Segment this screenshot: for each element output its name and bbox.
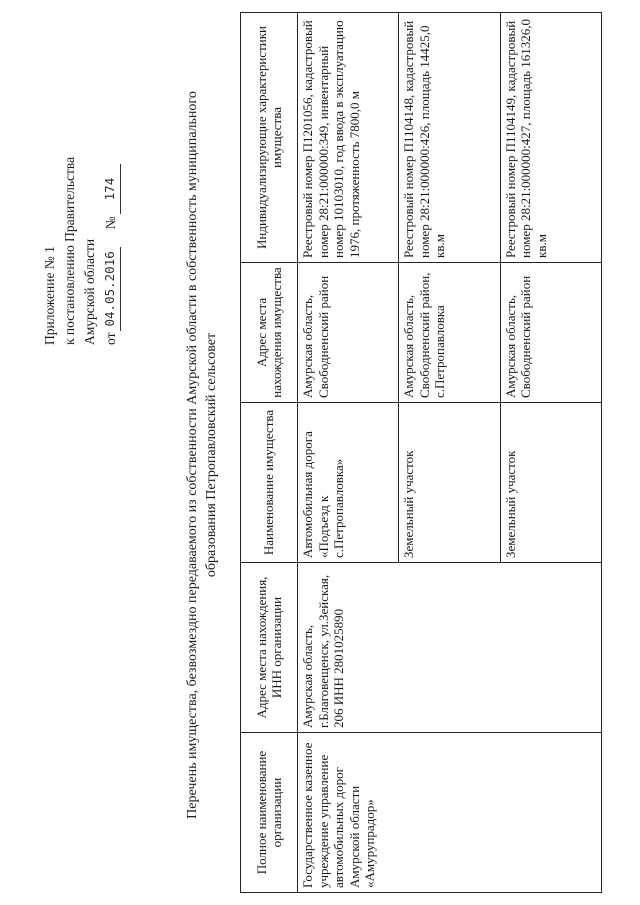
date-value: 04.05.2016	[100, 247, 121, 330]
org-name-cell: Государственное казенное учреждение управление автомобильных дорог Амурской области «Амурупрадор»	[298, 733, 602, 893]
number-prefix: №	[103, 216, 118, 230]
appendix-line-1: Приложение № 1	[42, 246, 57, 345]
title-line-1: Перечень имущества, безвозмездно передаваемого из собственности Амурской области в собственность муниципального	[185, 91, 200, 819]
property-details-cell: Реестровый номер П1104149, кадастровый номер 28:21:000000:427, площадь 161326,0 кв.м	[500, 13, 601, 263]
table-row	[298, 13, 399, 893]
appendix-date-line	[100, 45, 121, 345]
header-property-location: Адрес места нахождения имущества	[241, 263, 298, 403]
property-details-cell: Реестровый номер П1104148, кадастровый номер 28:21:000000:426, площадь 14425,0 кв.м	[399, 13, 500, 263]
property-location-cell: Амурская область, Свободненский район	[298, 263, 399, 403]
property-name-cell: Автомобильная дорога «Подъезд к с.Петропавловка»	[298, 403, 399, 563]
number-value: 174	[100, 164, 121, 215]
header-org-name: Полное наименование организации	[241, 733, 298, 893]
property-location-cell: Амурская область, Свободненский район, с.Петропавловка	[399, 263, 500, 403]
property-name-cell: Земельный участок	[500, 403, 601, 563]
property-location-cell: Амурская область, Свободненский район	[500, 263, 601, 403]
property-name-cell: Земельный участок	[399, 403, 500, 563]
org-address-cell: Амурская область, г.Благовещенск, ул.Зейская, 206 ИНН 2801025890	[298, 563, 602, 733]
document-title	[183, 25, 221, 885]
appendix-block	[40, 45, 121, 345]
appendix-line-2: к постановлению Правительства	[62, 156, 77, 345]
header-org-address: Адрес места нахождения, ИНН организации	[241, 563, 298, 733]
property-table	[240, 12, 602, 893]
appendix-line-3: Амурской области	[82, 238, 97, 345]
date-prefix: от	[103, 332, 118, 345]
header-property-name: Наименование имущества	[241, 403, 298, 563]
property-details-cell: Реестровый номер П1201056, кадастровый номер 28:21:000000:349, инвентарный номер 10103010, год ввода в эксплуатацию 1976, протяженность 7800,0 м	[298, 13, 399, 263]
title-line-2: образования Петропавловский сельсовет	[204, 332, 219, 578]
table-header-row	[241, 13, 298, 893]
header-property-details: Индивидуализирующие характеристики имущества	[241, 13, 298, 263]
